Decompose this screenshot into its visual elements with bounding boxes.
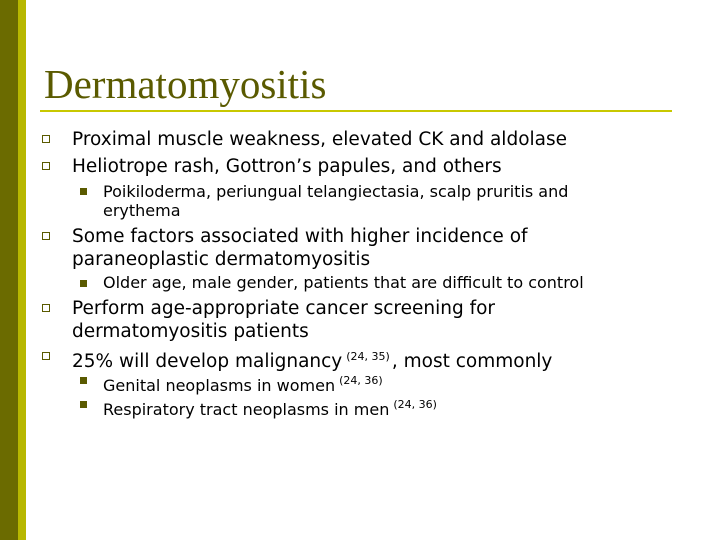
sub-bullet-square-icon xyxy=(80,401,87,408)
bullet-text: Some factors associated with higher incidence of xyxy=(72,226,528,247)
bullet-text-continued: dermatomyositis patients xyxy=(72,321,309,342)
bullet-text-tail: , most commonly xyxy=(391,351,553,372)
citation: (24, 36) xyxy=(393,398,437,411)
citation: (24, 36) xyxy=(339,374,383,387)
sub-bullet-text: Older age, male gender, patients that are difficult to control xyxy=(103,273,584,292)
sub-bullet-text-continued: erythema xyxy=(103,201,181,220)
sub-bullet-text-main: Genital neoplasms in women xyxy=(103,376,336,395)
bullet-text: Proximal muscle weakness, elevated CK and aldolase xyxy=(72,129,568,150)
bullet-text xyxy=(72,345,552,373)
bullet-text: Perform age-appropriate cancer screening for xyxy=(72,298,496,319)
sub-bullet-square-icon xyxy=(80,188,87,195)
bullet-text: Heliotrope rash, Gottron’s papules, and others xyxy=(72,156,502,177)
bullet-square-icon xyxy=(42,135,50,143)
sub-bullet-square-icon xyxy=(80,377,87,384)
bullet-square-icon xyxy=(42,304,50,312)
bullet-square-icon xyxy=(42,232,50,240)
sub-bullet-square-icon xyxy=(80,280,87,287)
bullet-square-icon xyxy=(42,352,50,360)
sub-bullet-text xyxy=(103,395,439,419)
slide-title: Dermatomyositis xyxy=(44,61,327,107)
sub-bullet-text-main: Respiratory tract neoplasms in men xyxy=(103,400,390,419)
sub-bullet-text: Poikiloderma, periungual telangiectasia, scalp pruritis and xyxy=(103,182,569,201)
bullet-text-continued: paraneoplastic dermatomyositis xyxy=(72,249,371,270)
citation: (24, 35) xyxy=(346,350,390,363)
bullet-text-main: 25% will develop malignancy xyxy=(72,351,343,372)
sub-bullet-text xyxy=(103,371,385,395)
bullet-square-icon xyxy=(42,162,50,170)
